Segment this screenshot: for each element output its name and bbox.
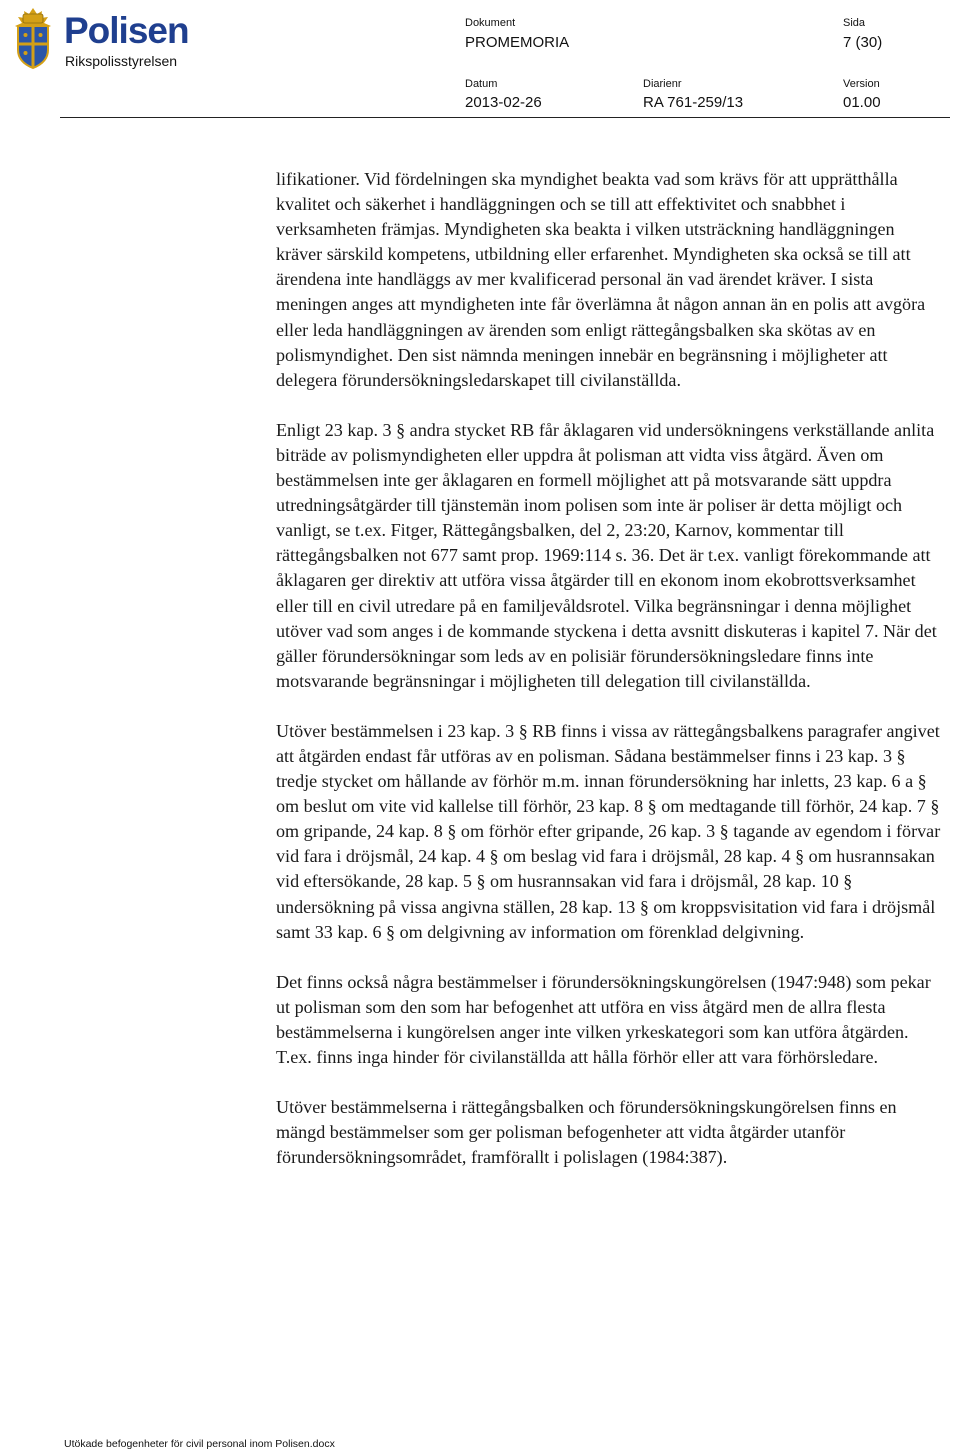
page-number: 7 (30) <box>843 34 883 51</box>
footer-filename: Utökade befogenheter för civil personal inom Polisen.docx <box>64 1438 335 1450</box>
paragraph: Utöver bestämmelserna i rättegångsbalken och förundersökningskungörelsen finns en mängd bestämmelser som ger polisman befogenheter att vidta åtgärder utanför förundersökningsområdet, framförallt i polislagen (1984:387). <box>276 1097 897 1168</box>
brand-subtitle: Rikspolisstyrelsen <box>65 53 178 69</box>
brand-name: Polisen <box>64 10 189 51</box>
document-type: PROMEMORIA <box>465 34 570 51</box>
date-value: 2013-02-26 <box>465 94 542 111</box>
document-body <box>276 167 942 1195</box>
header-divider <box>60 117 950 118</box>
version-value: 01.00 <box>843 94 881 111</box>
paragraph: Enligt 23 kap. 3 § andra stycket RB får åklagaren vid undersökningens verkställande anlita biträde av polismyndigheten eller uppdra åt polisman att vidta viss åtgärd. Även om bestämmelsen inte ger åklagaren en formell möjlighet att på motsvarande sätt uppdra utredningsåtgärder till tjänstemän inom polisen som inte är poliser är detta möjligt och vanligt, se t.ex. Fitger, Rättegångsbalken, del 2, 23:20, Karnov, kommentar till rättegångsbalken not 677 samt prop. 1969:114 s. 36. Det är t.ex. vanligt förekommande att åklagaren ger direktiv att utföra vissa åtgärder till en ekonom inom ekobrottsverksamhet eller till en civil utredare på en familjevåldsrotel. Vilka begränsningar i denna möjlighet utöver vad som anges i de kommande styckena i detta avsnitt diskuteras i kapitel 7. När det gäller förundersökningar som leds av en polisiär förundersökningsledare finns inte motsvarande begränsningar i möjligheten till delegation till civilanställda. <box>276 419 937 691</box>
paragraph: Utöver bestämmelsen i 23 kap. 3 § RB finns i vissa av rättegångsbalkens paragrafer angivet att åtgärden endast får utföras av en polisman. Sådana bestämmelser finns i 23 kap. 3 § tredje stycket om hållande av förhör m.m. innan förundersökning har inletts, 23 kap. 6 a § om beslut om vite vid kallelse till förhör, 23 kap. 8 § om medtagande till förhör, 24 kap. 7 § om gripande, 24 kap. 8 § om förhör efter gripande, 26 kap. 3 § tagande av egendom i förvar vid fara i dröjsmål, 24 kap. 4 § om beslag vid fara i dröjsmål, 28 kap. 4 § om husrannsakan vid eftersökande, 28 kap. 5 § om husrannsakan vid fara i dröjsmål, 28 kap. 10 § undersökning på vissa angivna ställen, 28 kap. 13 § om kroppsvisitation vid fara i dröjsmål samt 33 kap. 6 § om delgivning av information om förenklad delgivning. <box>276 720 941 942</box>
paragraph: Det finns också några bestämmelser i förundersökningskungörelsen (1947:948) som pekar ut polisman som den som har befogenhet att utföra en viss åtgärd men de allra flesta bestämmelserna i kungörelsen anger inte vilken yrkeskategori som kan utföra åtgärden. T.ex. finns inga hinder för civilanställda att hålla förhör eller att vara förhörsledare. <box>276 971 931 1067</box>
date-label: Datum <box>465 78 498 90</box>
document-header <box>0 0 960 120</box>
police-crest-icon <box>6 6 60 70</box>
page-label: Sida <box>843 17 866 29</box>
diarienr-label: Diarienr <box>643 78 682 90</box>
document-label: Dokument <box>465 17 516 29</box>
diarienr-value: RA 761-259/13 <box>643 94 744 111</box>
version-label: Version <box>843 78 880 90</box>
paragraph: lifikationer. Vid fördelningen ska myndighet beakta vad som krävs för att upprätthålla kvalitet och säkerhet i handläggningen och se till att effektivitet och snabbhet i verksamheten främjas. Myndigheten ska beakta i vilken utsträckning handläggningen kräver särskild kompetens, utbildning eller erfarenhet. Myndigheten ska också se till att ärendena inte handläggs av mer kvalificerad personal än vad ärendet kräver. I sista meningen anges att myndigheten inte får överlämna åt någon annan än en polis att avgöra eller leda handläggningen av ärenden som enligt rättegångsbalken ska skötas av en polismyndighet. Den sist nämnda meningen innebär en begränsning i möjligheter att delegera förundersökningsledarskapet till civilanställda. <box>276 169 926 390</box>
